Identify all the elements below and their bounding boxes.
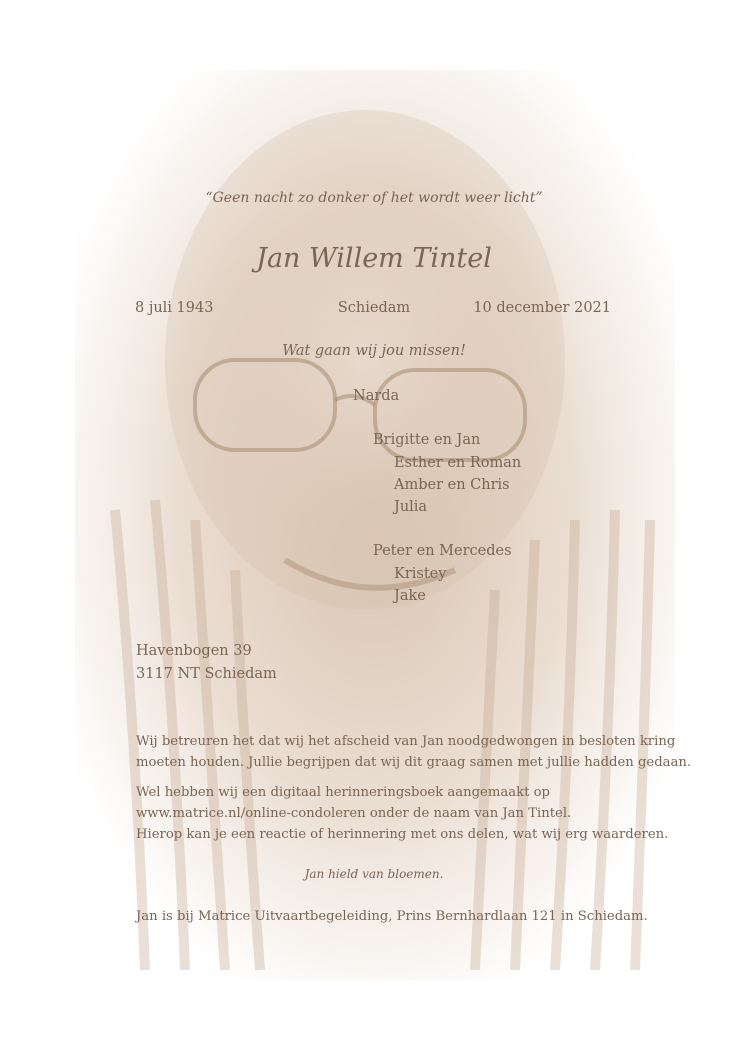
missing-phrase: Wat gaan wij jou missen! bbox=[282, 343, 466, 359]
address-street: Havenbogen 39 bbox=[136, 643, 252, 659]
family-grandchild: Kristey bbox=[394, 566, 447, 582]
place: Schiedam bbox=[337, 300, 411, 316]
family-child: Peter en Mercedes bbox=[373, 543, 512, 559]
paragraph-line: www.matrice.nl/online-condoleren onder de naam van Jan Tintel. bbox=[136, 806, 572, 821]
family-grandchild: Julia bbox=[394, 499, 428, 515]
birth-date: 8 juli 1943 bbox=[135, 300, 214, 316]
paragraph-line: moeten houden. Jullie begrijpen dat wij dit graag samen met jullie hadden gedaan. bbox=[136, 755, 692, 770]
quote: “Geen nacht zo donker of het wordt weer licht” bbox=[205, 190, 543, 206]
family-grandchild: Amber en Chris bbox=[394, 477, 510, 493]
funeral-location: Jan is bij Matrice Uitvaartbegeleiding, Prins Bernhardlaan 121 in Schiedam. bbox=[136, 909, 648, 924]
address-city: 3117 NT Schiedam bbox=[136, 666, 277, 682]
family-child: Brigitte en Jan bbox=[373, 432, 481, 448]
family-grandchild: Esther en Roman bbox=[394, 455, 522, 471]
paragraph-line: Hierop kan je een reactie of herinnering met ons delen, wat wij erg waarderen. bbox=[136, 827, 669, 842]
family-partner: Narda bbox=[353, 388, 400, 404]
paragraph-line: Wel hebben wij een digitaal herinneringsboek aangemaakt op bbox=[136, 785, 550, 800]
death-date: 10 december 2021 bbox=[473, 300, 611, 316]
deceased-name: Jan Willem Tintel bbox=[256, 243, 492, 274]
flowers-note: Jan hield van bloemen. bbox=[304, 867, 444, 881]
family-grandchild: Jake bbox=[394, 588, 426, 604]
paragraph-line: Wij betreuren het dat wij het afscheid van Jan noodgedwongen in besloten kring bbox=[136, 734, 676, 749]
